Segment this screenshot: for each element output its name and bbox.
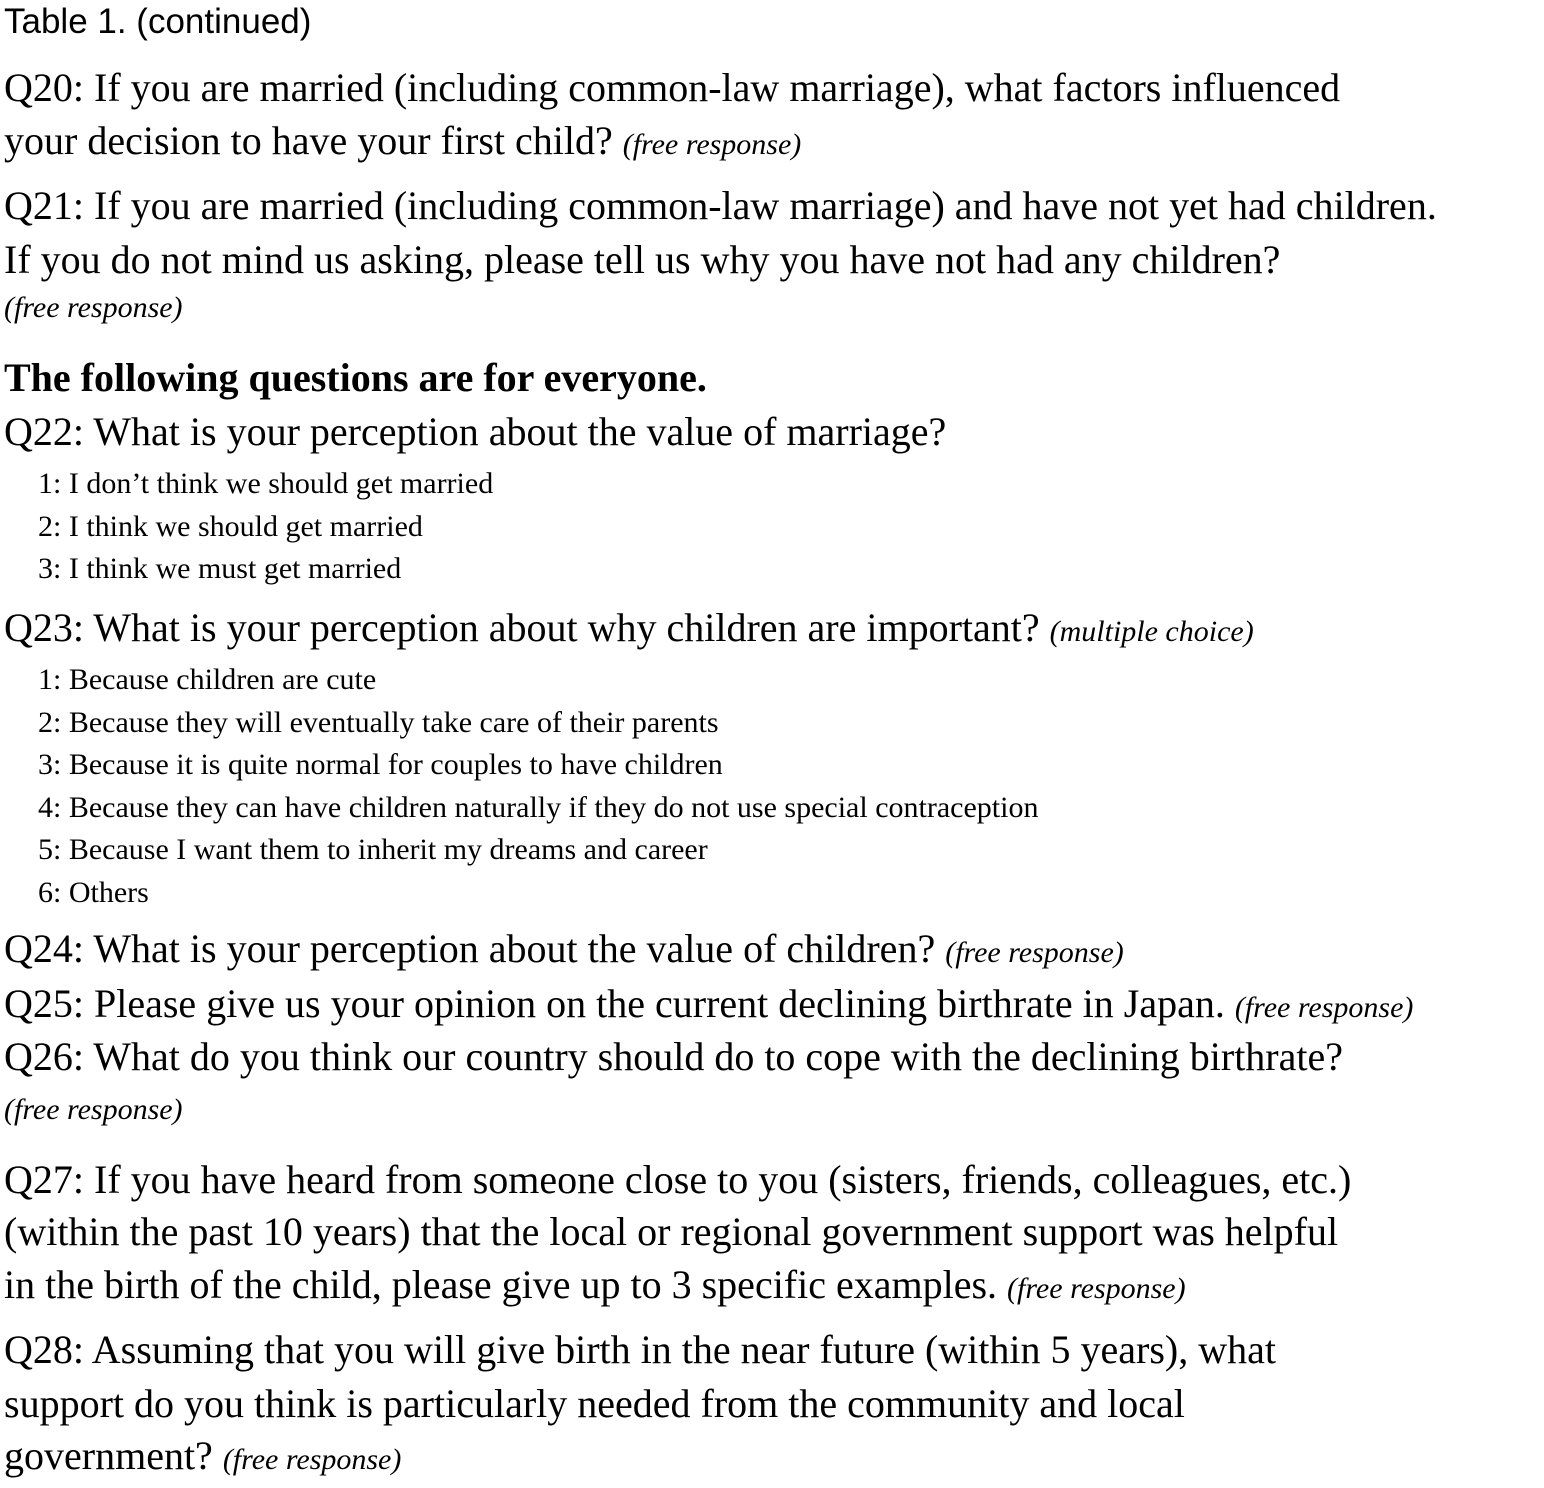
q28-text-line1: Q28: Assuming that you will give birth in the near future (within 5 years), what	[4, 1327, 1276, 1372]
q27-text-line1: Q27: If you have heard from someone close to you (sisters, friends, colleagues, etc.)	[4, 1157, 1352, 1202]
q21-response-type: (free response)	[4, 291, 183, 324]
q22-option-2: 2: I think we should get married	[38, 510, 423, 543]
q20-text-line1: Q20: If you are married (including common-law marriage), what factors influenced	[4, 65, 1341, 110]
q24-response-type: (free response)	[945, 936, 1124, 969]
q24-text: Q24: What is your perception about the value of children?	[4, 926, 936, 971]
q27-text-line3-content: in the birth of the child, please give up to 3 specific examples.	[4, 1262, 998, 1307]
q23-option-4: 4: Because they can have children naturally if they do not use special contraception	[38, 791, 1039, 824]
q25-text: Q25: Please give us your opinion on the current declining birthrate in Japan.	[4, 981, 1225, 1026]
q23-option-1: 1: Because children are cute	[38, 663, 377, 696]
q21-text-line2: If you do not mind us asking, please tell us why you have not had any children?	[4, 237, 1281, 282]
q28-text-line3	[4, 1432, 401, 1484]
q23-option-6: 6: Others	[38, 876, 149, 909]
q26-text: Q26: What do you think our country should do to cope with the declining birthrate?	[4, 1034, 1344, 1079]
q27-text-line2: (within the past 10 years) that the local or regional government support was helpful	[4, 1209, 1339, 1254]
q23-option-3: 3: Because it is quite normal for couples to have children	[38, 748, 723, 781]
q20-text-line2	[4, 117, 801, 169]
q23-option-5: 5: Because I want them to inherit my dreams and career	[38, 833, 708, 866]
q27-response-type: (free response)	[1007, 1272, 1186, 1305]
q25-text-line	[4, 980, 1413, 1032]
q27-text-line3	[4, 1261, 1186, 1313]
q21-text-line1: Q21: If you are married (including common-law marriage) and have not yet had children.	[4, 183, 1437, 228]
q20-response-type: (free response)	[622, 128, 802, 161]
table-caption: Table 1. (continued)	[4, 2, 312, 41]
q25-response-type: (free response)	[1234, 991, 1414, 1024]
q28-text-line2: support do you think is particularly needed from the community and local	[4, 1381, 1185, 1426]
q23-text: Q23: What is your perception about why children are important?	[4, 605, 1040, 650]
q23-response-type: (multiple choice)	[1049, 615, 1254, 648]
q22-text: Q22: What is your perception about the value of marriage?	[4, 409, 947, 454]
q22-option-3: 3: I think we must get married	[38, 552, 402, 585]
q28-text-line3-content: government?	[4, 1433, 213, 1478]
everyone-section-heading: The following questions are for everyone.	[4, 355, 707, 400]
q23-text-line	[4, 604, 1254, 656]
q28-response-type: (free response)	[222, 1443, 402, 1476]
q22-option-1: 1: I don’t think we should get married	[38, 467, 494, 500]
q24-text-line	[4, 925, 1124, 977]
q23-option-2: 2: Because they will eventually take care of their parents	[38, 706, 719, 739]
q26-response-type: (free response)	[4, 1093, 183, 1126]
q20-text-line2-content: your decision to have your first child?	[4, 118, 613, 163]
